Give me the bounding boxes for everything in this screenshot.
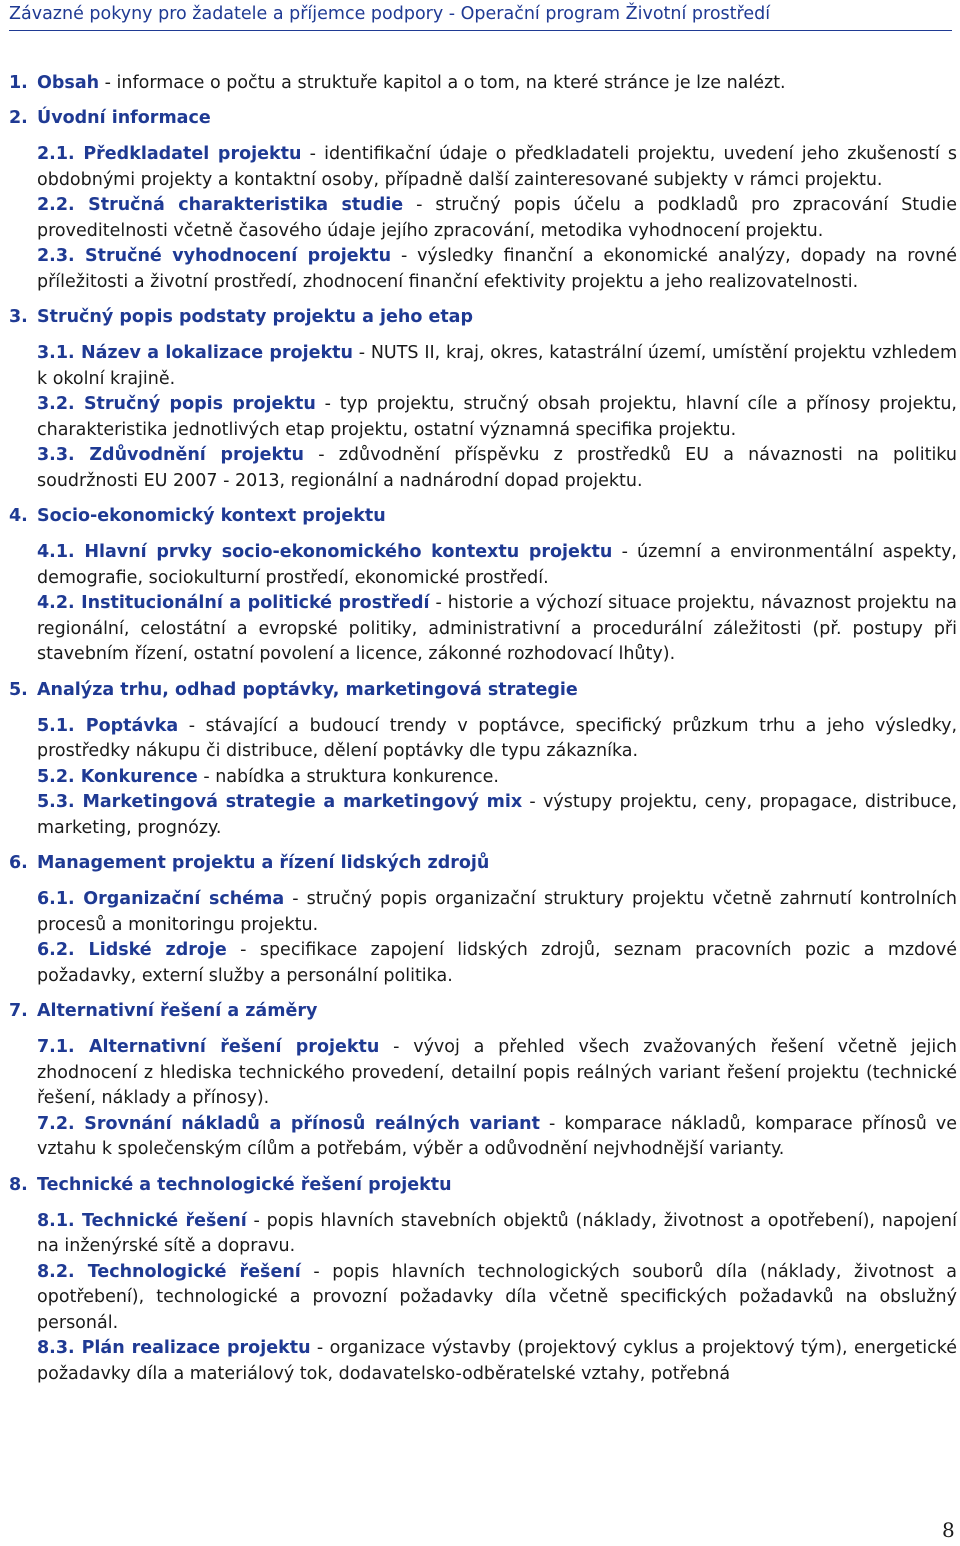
section-heading — [9, 850, 957, 876]
header-rule — [9, 30, 952, 31]
section-heading — [9, 70, 957, 96]
subsection-item — [9, 443, 957, 494]
section-spacer — [9, 330, 957, 341]
subsection-item — [9, 765, 957, 791]
subsection-description: - typ projektu, stručný obsah projektu, hlavní cíle a přínosy projektu, charakteristika jednotlivých etap projektu, ostatní významná specifika projektu. — [37, 394, 957, 440]
section-title: Úvodní informace — [37, 108, 211, 128]
document-body — [9, 70, 957, 1387]
subsection-description: - nabídka a struktura konkurence. — [197, 766, 499, 787]
section-heading — [9, 304, 957, 330]
section-spacer — [9, 1024, 957, 1035]
section-title: Socio-ekonomický kontext projektu — [37, 506, 386, 526]
subsection-title: 2.3. Stručné vyhodnocení projektu — [37, 246, 392, 266]
subsection-title: 6.2. Lidské zdroje — [37, 940, 227, 960]
subsection-title: 3.2. Stručný popis projektu — [37, 394, 316, 414]
subsection-description: - komparace nákladů, komparace přínosů ve vztahu k společenským cílům a potřebám, výběr a odůvodnění nejvhodnější varianty. — [37, 1113, 957, 1159]
subsection-item — [9, 591, 957, 668]
section-spacer — [9, 494, 957, 503]
section-spacer — [9, 989, 957, 998]
subsection-description: - stávající a budoucí trendy v poptávce, specifický průzkum trhu a jeho výsledky, prostředky nákupu či distribuce, dělení poptávky dle typu zákazníka. — [37, 715, 958, 761]
subsection-title: 6.1. Organizační schéma — [37, 889, 285, 909]
section-heading — [9, 998, 957, 1024]
section-spacer — [9, 1163, 957, 1172]
subsection-item — [9, 1112, 957, 1163]
subsection-description: - identifikační údaje o předkladateli projektu, uvedení jeho zkušeností s obdobnými projekty a kontaktní osoby, případně další zainteresované subjekty v rámci projektu. — [37, 144, 957, 190]
subsection-title: 2.2. Stručná charakteristika studie — [37, 195, 404, 215]
section-title: Alternativní řešení a záměry — [37, 1001, 318, 1021]
subsection-description: - vývoj a přehled všech zvažovaných řešení včetně jejich zhodnocení z hlediska technického provedení, detailní popis reálných variant řešení projektu (technické řešení, náklady a přínosy). — [37, 1037, 957, 1108]
section-spacer — [9, 703, 957, 714]
section-spacer — [9, 1198, 957, 1209]
subsection-description: - specifikace zapojení lidských zdrojů, seznam pracovních pozic a mzdové požadavky, externí služby a personální politika. — [37, 940, 957, 986]
page-header: Závazné pokyny pro žadatele a příjemce podpory - Operační program Životní prostředí — [9, 4, 771, 24]
subsection-title: 7.1. Alternativní řešení projektu — [37, 1037, 380, 1057]
subsection-item — [9, 938, 957, 989]
subsection-title: 7.2. Srovnání nákladů a přínosů reálných variant — [37, 1113, 540, 1134]
section-title: Management projektu a řízení lidských zdrojů — [37, 853, 490, 873]
section-heading — [9, 105, 957, 131]
subsection-description: - stručný popis organizační struktury projektu včetně zahrnutí kontrolních procesů a monitoringu projektu. — [37, 889, 957, 935]
section-title: Stručný popis podstaty projektu a jeho etap — [37, 307, 474, 327]
section-number: 3. — [9, 307, 28, 327]
section-title: Analýza trhu, odhad poptávky, marketingová strategie — [37, 679, 578, 700]
section-heading — [9, 503, 957, 529]
section-spacer — [9, 876, 957, 887]
subsection-description: - výstupy projektu, ceny, propagace, distribuce, marketing, prognózy. — [37, 792, 958, 838]
subsection-title: 4.1. Hlavní prvky socio-ekonomického kontextu projektu — [37, 542, 613, 562]
subsection-description: - územní a environmentální aspekty, demografie, sociokulturní prostředí, ekonomické prostředí. — [37, 542, 957, 588]
section-number: 8. — [9, 1174, 28, 1195]
subsection-title: 4.2. Institucionální a politické prostředí — [37, 593, 430, 613]
subsection-description: - NUTS II, kraj, okres, katastrální území, umístění projektu vzhledem k okolní krajině. — [37, 343, 957, 389]
section-heading — [9, 1172, 957, 1198]
subsection-title: 8.3. Plán realizace projektu — [37, 1338, 311, 1358]
section-spacer — [9, 96, 957, 105]
subsection-title: 5.1. Poptávka — [37, 715, 179, 736]
section-title: Obsah — [37, 73, 100, 93]
page-number: 8 — [942, 1518, 955, 1542]
subsection-item — [9, 1035, 957, 1112]
subsection-item — [9, 392, 957, 443]
subsection-title: 8.2. Technologické řešení — [37, 1261, 301, 1282]
subsection-title: 2.1. Předkladatel projektu — [37, 144, 302, 164]
section-number: 5. — [9, 679, 28, 700]
subsection-description: - historie a výchozí situace projektu, návaznost projektu na regionální, celostátní a evropské politiky, administrativní a procedurální záležitosti (př. postupy při stavebním řízení, ostatní povolení a licence, zákonné rozhodovací lhůty). — [37, 593, 958, 664]
section-spacer — [9, 668, 957, 677]
section-number: 4. — [9, 506, 28, 526]
subsection-description: - organizace výstavby (projektový cyklus a projektový tým), energetické požadavky díla a materiálový tok, dodavatelsko-odběratelské vztahy, potřebná — [37, 1338, 957, 1384]
section-number: 2. — [9, 108, 28, 128]
subsection-title: 5.3. Marketingová strategie a marketingový mix — [37, 792, 523, 812]
subsection-description: - popis hlavních stavebních objektů (náklady, životnost a opotřebení), napojení na inženýrské sítě a dopravu. — [37, 1210, 957, 1256]
subsection-description: - stručný popis účelu a podkladů pro zpracování Studie proveditelnosti včetně časového údaje jejího zpracování, metodika vyhodnocení projektu. — [37, 195, 957, 241]
subsection-item — [9, 714, 957, 765]
section-heading — [9, 677, 957, 703]
subsection-item — [9, 790, 957, 841]
section-spacer — [9, 529, 957, 540]
subsection-item — [9, 887, 957, 938]
subsection-title: 8.1. Technické řešení — [37, 1210, 247, 1231]
section-description: - informace o počtu a struktuře kapitol a o tom, na které stránce je lze nalézt. — [99, 73, 786, 93]
subsection-title: 3.1. Název a lokalizace projektu — [37, 343, 353, 363]
subsection-description: - zdůvodnění příspěvku z prostředků EU a návaznosti na politiku soudržnosti EU 2007 - 2013, regionální a nadnárodní dopad projektu. — [37, 445, 957, 491]
section-number: 6. — [9, 853, 28, 873]
section-spacer — [9, 841, 957, 850]
section-number: 7. — [9, 1001, 28, 1021]
section-title: Technické a technologické řešení projektu — [37, 1174, 452, 1195]
subsection-item — [9, 142, 957, 193]
subsection-title: 3.3. Zdůvodnění projektu — [37, 445, 305, 465]
subsection-item — [9, 1336, 957, 1387]
subsection-description: - popis hlavních technologických souborů díla (náklady, životnost a opotřebení), technologické a provozní požadavky díla včetně specifických požadavků na obslužný personál. — [37, 1261, 957, 1333]
subsection-item — [9, 540, 957, 591]
section-spacer — [9, 295, 957, 304]
subsection-item — [9, 1260, 957, 1337]
subsection-item — [9, 341, 957, 392]
section-number: 1. — [9, 73, 28, 93]
subsection-item — [9, 193, 957, 244]
section-spacer — [9, 131, 957, 142]
subsection-title: 5.2. Konkurence — [37, 766, 198, 787]
subsection-item — [9, 244, 957, 295]
subsection-item — [9, 1209, 957, 1260]
subsection-description: - výsledky finanční a ekonomické analýzy, dopady na rovné příležitosti a životní prostředí, zhodnocení finanční efektivity projektu a jeho realizovatelnosti. — [37, 246, 957, 292]
